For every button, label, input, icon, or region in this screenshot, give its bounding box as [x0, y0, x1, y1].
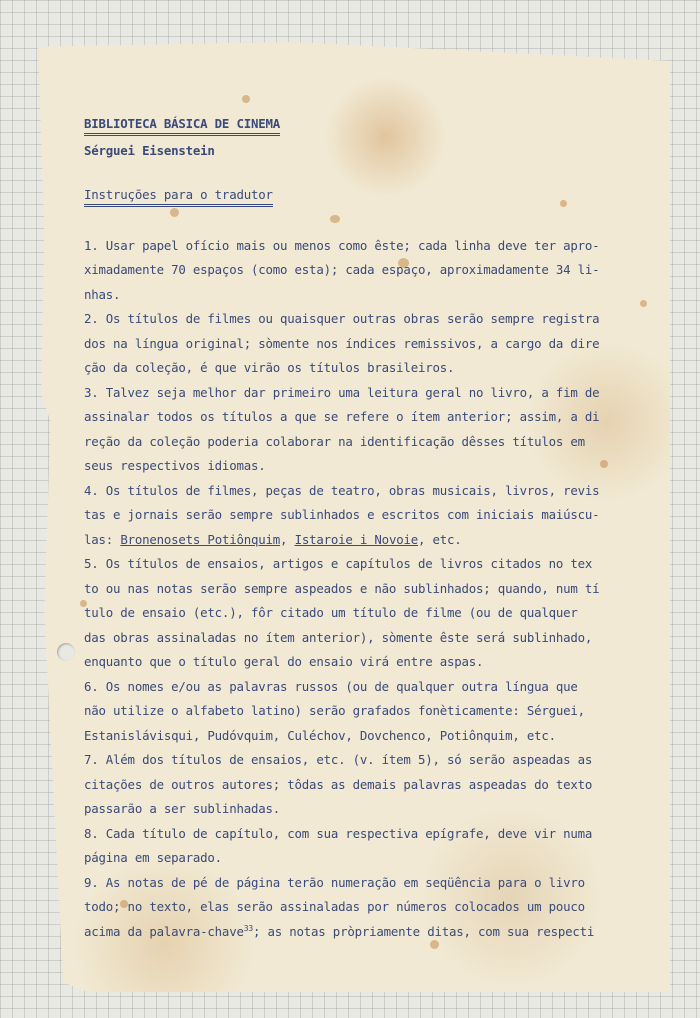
text-line: tas e jornais serão sempre sublinhados e escritos com iniciais maiúscu- [84, 507, 600, 522]
text-line: enquanto que o título geral do ensaio virá entre aspas. [84, 654, 484, 669]
text-line: 7. Além dos títulos de ensaios, etc. (v. ítem 5), só serão aspeadas as [84, 752, 593, 767]
last-line-text: acima da palavra-chave [84, 923, 244, 939]
text-line-last [84, 920, 624, 945]
last-line-rest: ; as notas pròpriamente ditas, com sua respecti [252, 923, 595, 939]
series-title: BIBLIOTECA BÁSICA DE CINEMA [84, 115, 280, 136]
text-line: tulo de ensaio (etc.), fôr citado um título de filme (ou de qualquer [84, 605, 578, 620]
text-line: 3. Talvez seja melhor dar primeiro uma leitura geral no livro, a fim de [84, 384, 600, 400]
text-line: seus respectivos idiomas. [84, 458, 266, 473]
text-line: das obras assinaladas no ítem anterior), sòmente êste será sublinhado, [84, 629, 593, 645]
text-line: nhas. [84, 286, 121, 302]
text-line: todo; no texto, elas serão assinaladas por números colocados um pouco [84, 899, 585, 914]
text-line: assinalar todos os títulos a que se refere o ítem anterior; assim, a di [84, 409, 600, 424]
text-line: to ou nas notas serão sempre aspeados e não sublinhados; quando, num tí [84, 580, 600, 596]
line-separator: , [280, 531, 295, 547]
text-line: 1. Usar papel ofício mais ou menos como êste; cada linha deve ter apro- [84, 237, 600, 253]
footnote-number: 33 [243, 923, 253, 933]
text-line: 8. Cada título de capítulo, com sua respectiva epígrafe, deve vir numa [84, 825, 593, 841]
typed-document [84, 106, 624, 944]
text-line: Estanislávisqui, Pudóvquim, Culéchov, Dovchenco, Potiônquim, etc. [84, 727, 556, 743]
section-title: Instruções para o tradutor [84, 186, 273, 207]
text-line: 6. Os nomes e/ou as palavras russos (ou de qualquer outra língua que [84, 678, 578, 694]
text-line: não utilize o alfabeto latino) serão grafados fonèticamente: Sérguei, [84, 703, 585, 718]
text-line: citações de outros autores; tôdas as demais palavras aspeadas do texto [84, 776, 593, 792]
line-prefix: las: [84, 531, 121, 547]
text-line: dos na língua original; sòmente nos índices remissivos, a cargo da dire [84, 335, 600, 351]
text-line: ção da coleção, é que virão os títulos brasileiros. [84, 360, 455, 375]
line-suffix: , etc. [417, 531, 462, 547]
text-line: passarão a ser sublinhadas. [84, 801, 281, 816]
stain [640, 300, 647, 307]
text-line: 5. Os títulos de ensaios, artigos e capítulos de livros citados no tex [84, 556, 593, 571]
text-line: 2. Os títulos de filmes ou quaisquer outras obras serão sempre registra [84, 311, 600, 326]
film-title-2: Istaroie i Novoie [294, 531, 418, 547]
text-line-film-titles [84, 528, 624, 553]
text-line: ximadamente 70 espaços (como esta); cada espaço, aproximadamente 34 li- [84, 262, 600, 277]
text-line: reção da coleção poderia colaborar na identificação dêsses títulos em [84, 433, 585, 449]
stain [242, 95, 250, 103]
text-line: 9. As notas de pé de página terão numeração em seqüência para o livro [84, 874, 585, 890]
punch-hole [57, 643, 75, 661]
film-title-1: Bronenosets Potiônquim [120, 531, 281, 547]
author-name: Sérguei Eisenstein [84, 142, 215, 158]
text-line: 4. Os títulos de filmes, peças de teatro, obras musicais, livros, revis [84, 482, 600, 498]
text-line: página em separado. [84, 850, 222, 865]
